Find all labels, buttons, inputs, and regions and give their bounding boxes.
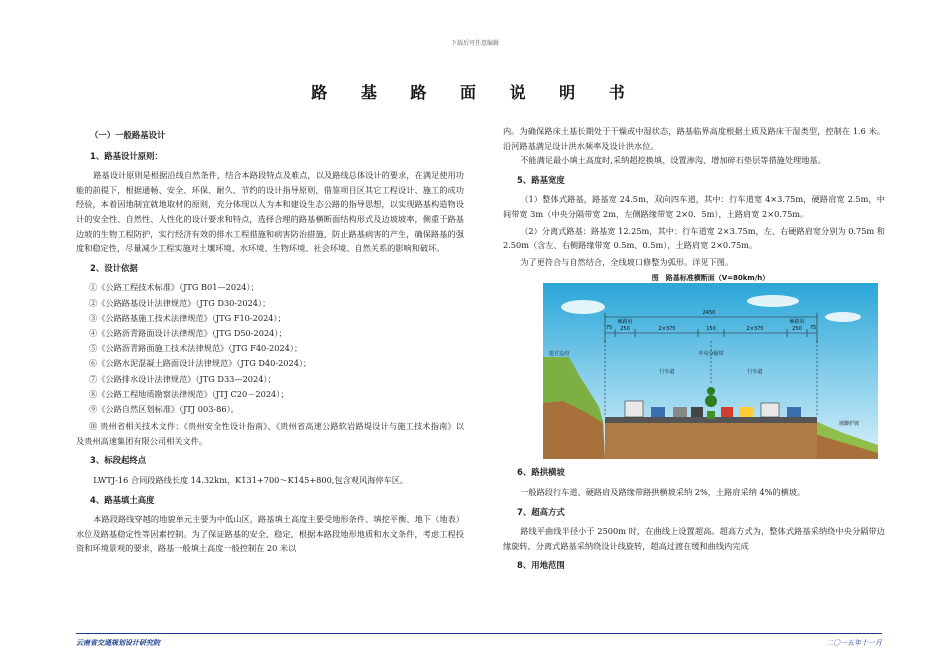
paragraph: 路基设计原则是根据沿线自然条件，结合本路段特点及难点，以及路线总体设计的要求，在满足使用功能的前提下，根据通畅、安全、环保、耐久、节约的设计指导原则，借鉴项目区其它工程设计、施工的成功经验，本着因地制宜就地取材的原则，充分体现以人为本和建设生态公路的指导思想，以实现路基构造物设计的安全性、自然性、人性化的设计要求和特点，选择合理的路基横断面结构形式及边坡坡率，侧重于路基边坡的生物工程防护，实行经济有效的排水工程措施和病害防治措施，防止路基病害的产生，确保路基的强度和稳定性，尽量减少工程实施对土壤环境、水环境、生物环境、社会环境、自然关系的影响和破坏。 (76, 170, 464, 254)
paragraph: （2）分离式路基：路基宽 12.25m，其中：行车道宽 2×3.75m，左、右硬路肩宽分别为 0.75m 和 2.50m（含左、右侧路缘带宽 0.5m、0.5m），土路肩宽 2×0.75m。 (503, 225, 885, 251)
list-item: ⑧《公路工程地质勘察法律规范》（JTJ C20－2024）； (89, 388, 289, 399)
label-right-shoulder: 硬路肩 (789, 319, 805, 326)
paragraph: 路线平曲线半径小于 2500m 时，在曲线上设置超高。超高方式为，整体式路基采纳绕中央分隔带边缘旋转，分离式路基采纳绕设计线旋转，超高过渡在缓和曲线内完成 (503, 526, 885, 551)
right-column (503, 124, 885, 578)
list-item: ①《公路工程技术标准》（JTG B01—2024）； (89, 282, 259, 293)
list-item: ⑥《公路水泥混凝土路面设计法律规范》（JTG D40-2024）； (89, 358, 312, 369)
paragraph: （1）整体式路基，路基宽 24.5m，双向四车道，其中：行车道宽 4×3.75m，硬路肩宽 2.5m，中间带宽 3m（中央分隔带宽 2m，左侧路缘带宽 2×0．5m），土路肩宽 2×0.75m。 (503, 194, 885, 219)
paragraph: ⑩ 贵州省相关技术文件：《贵州安全性设计指南》、《贵州省高速公路软岩路堤设计与施工技术指南》以及贵州高速集团有限公司相关文件。 (76, 421, 464, 446)
page-title: 路 基 路 面 说 明 书 (311, 83, 639, 102)
subsection-heading: 4、路基填土高度 (90, 494, 155, 505)
subsection-heading: 5、路基宽度 (517, 174, 565, 185)
paragraph: 一般路段行车道、硬路肩及路缘带路拱横坡采纳 2%，土路肩采纳 4%的横坡。 (520, 486, 806, 497)
cross-section-illustration (543, 283, 878, 459)
median (707, 411, 715, 419)
paragraph: LWTJ-16 合同段路线长度 14.32km，K131+700～K145+800,包含观风海停车区。 (93, 474, 409, 485)
paragraph: 不能满足最小填土高度时,采纳超挖换填、设置渗沟、增加碎石垫层等措施处理地基。 (520, 155, 826, 166)
dim-left-shoulder: 250 (620, 326, 630, 333)
dim-right-shoulder: 250 (792, 326, 802, 333)
footer-divider (76, 633, 882, 634)
label-left-shoulder: 硬路肩 (617, 319, 633, 326)
reference-list (76, 280, 464, 417)
subsection-heading: 2、设计依据 (90, 262, 138, 273)
label-right-lane: 行车道 (747, 369, 763, 376)
label-left-lane: 行车道 (659, 369, 675, 376)
footer-date: 二〇一五年十一月 (826, 639, 882, 647)
dim-median: 150 (706, 326, 716, 333)
label-right-note: 坡脚护坡 (839, 421, 860, 428)
list-item: ②《公路路基设计法律规范》（JTG D30-2024）； (89, 297, 271, 308)
paragraph: 本路段路线穿越的地貌单元主要为中低山区，路基填土高度主要受地形条件、填挖平衡、地下（地表）水位及路基稳定性等因素控制。为了保证路基的安全、稳定，根据本路段地形地质和水文条件，考虑工程投资和环境景观的要求，路基一般填土高度一般控制在 20 米以 (76, 514, 464, 554)
subsection-heading: 3、标段起终点 (90, 455, 147, 466)
road-embankment (605, 423, 817, 459)
footer-organization: 云南省交通规划设计研究院 (76, 639, 160, 647)
dim-right-lanes: 2×375 (746, 326, 764, 333)
label-median: 中央分隔带 (698, 351, 724, 358)
list-item: ⑨《公路自然区划标准》（JTJ 003-86）。 (89, 403, 239, 414)
paragraph: 为了更符合与自然结合，全线坡口修整为弧形。详见下图。 (520, 256, 734, 267)
dim-left-edge: 75 (605, 325, 613, 332)
dim-right-edge: 75 (809, 325, 817, 332)
list-item: ⑦《公路排水设计法律规范》（JTG D33—2024）； (89, 373, 276, 384)
list-item: ⑤《公路沥青路面施工技术法律规范》（JTG F40-2024）； (89, 343, 303, 354)
dim-left-lanes: 2×375 (658, 326, 676, 333)
dim-total: 2450 (702, 310, 716, 317)
cross-section-figure (543, 274, 878, 459)
subsection-heading: 6、路拱横坡 (517, 467, 565, 478)
subsection-heading: 7、超高方式 (517, 506, 565, 517)
section-heading: （一）一般路基设计 (90, 130, 166, 140)
left-column (76, 124, 464, 558)
list-item: ④《公路沥青路面设计法律规范》（JTG D50-2024）； (89, 327, 287, 338)
label-left-note: 挖方边沟 (549, 351, 570, 358)
subsection-heading: 8、用地范围 (517, 560, 565, 571)
list-item: ③《公路路基施工技术法律规范》（JTG F10-2024）； (89, 312, 286, 323)
paragraph: 内。为确保路床土基长期处于干燥或中湿状态，路基临界高度根据土质及路床干湿类型，控制在 1.6 米。沿河路基满足设计洪水频率及设计洪水位。 (503, 126, 885, 151)
figure-caption: 图 路基标准横断面（V=80km/h） (651, 274, 770, 283)
subsection-heading: 1、路基设计原则： (90, 150, 163, 161)
watermark: 下载后可任意编辑 (450, 40, 499, 47)
